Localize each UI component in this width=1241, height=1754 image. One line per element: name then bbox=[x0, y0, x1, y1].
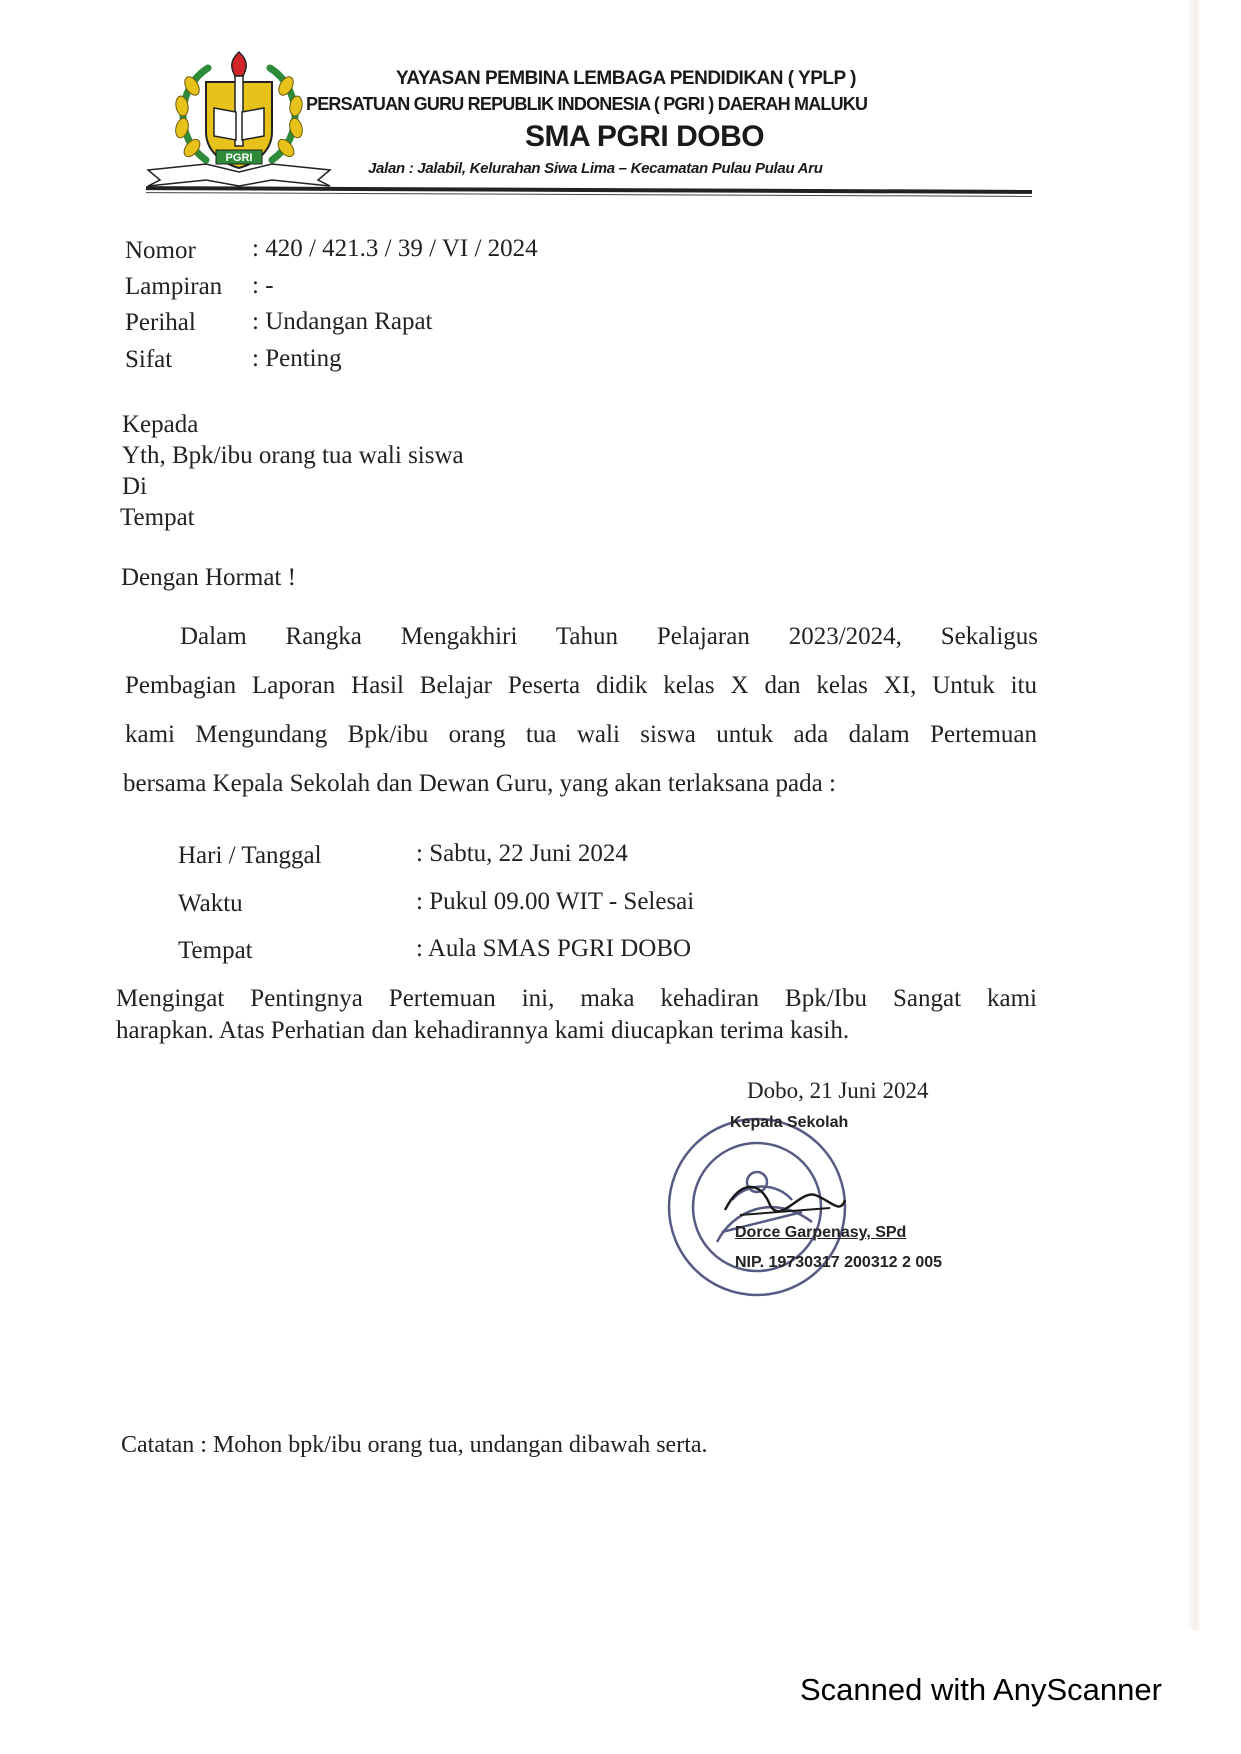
meta-label-lampiran: Lampiran bbox=[125, 273, 223, 300]
meta-value-nomor: : 420 / 421.3 / 39 / VI / 2024 bbox=[252, 235, 538, 262]
event-label-time: Waktu bbox=[178, 890, 243, 917]
event-label-date: Hari / Tanggal bbox=[178, 842, 322, 869]
signature-nip: NIP. 19730317 200312 2 005 bbox=[735, 1254, 943, 1271]
meta-label-sifat: Sifat bbox=[125, 346, 173, 373]
event-value-date: : Sabtu, 22 Juni 2024 bbox=[416, 840, 628, 867]
closing-line2: harapkan. Atas Perhatian dan kehadirannya kami diucapkan terima kasih. bbox=[116, 1017, 850, 1044]
meta-label-perihal: Perihal bbox=[125, 309, 196, 336]
signature-place-date: Dobo, 21 Juni 2024 bbox=[747, 1078, 929, 1103]
greeting: Dengan Hormat ! bbox=[121, 564, 296, 591]
recipient-line3: Di bbox=[122, 473, 147, 500]
signature-name: Dorce Garpenasy, SPd bbox=[735, 1224, 907, 1241]
event-value-time: : Pukul 09.00 WIT - Selesai bbox=[416, 888, 695, 915]
logo-text: PGRI bbox=[225, 152, 253, 164]
note: Catatan : Mohon bpk/ibu orang tua, undangan dibawah serta. bbox=[121, 1432, 708, 1458]
body-line3: kami Mengundang Bpk/ibu orang tua wali siswa untuk ada dalam Pertemuan bbox=[125, 721, 1037, 748]
meta-value-lampiran: : - bbox=[252, 272, 274, 299]
signature-title: Kepala Sekolah bbox=[730, 1114, 849, 1131]
letterhead-address: Jalan : Jalabil, Kelurahan Siwa Lima – Kecamatan Pulau Pulau Aru bbox=[368, 160, 823, 177]
recipient-line4: Tempat bbox=[120, 504, 195, 531]
event-label-place: Tempat bbox=[178, 937, 253, 964]
recipient-line1: Kepada bbox=[122, 411, 199, 438]
signature-scribble bbox=[720, 1170, 850, 1230]
letterhead-school: SMA PGRI DOBO bbox=[525, 120, 765, 153]
pgri-logo-icon bbox=[146, 48, 332, 188]
scanner-watermark: Scanned with AnyScanner bbox=[800, 1672, 1162, 1707]
meta-label-nomor: Nomor bbox=[125, 237, 196, 264]
body-line2: Pembagian Laporan Hasil Belajar Peserta didik kelas X dan kelas XI, Untuk itu bbox=[125, 672, 1037, 699]
letterhead-line1: YAYASAN PEMBINA LEMBAGA PENDIDIKAN ( YPLP ) bbox=[396, 68, 856, 89]
scan-edge-shadow bbox=[1187, 0, 1201, 1630]
recipient-line2: Yth, Bpk/ibu orang tua wali siswa bbox=[122, 442, 464, 469]
meta-value-sifat: : Penting bbox=[252, 345, 342, 372]
closing-line1: Mengingat Pentingnya Pertemuan ini, maka kehadiran Bpk/Ibu Sangat kami bbox=[116, 985, 1037, 1012]
body-line1: Dalam Rangka Mengakhiri Tahun Pelajaran 2023/2024, Sekaligus bbox=[180, 623, 1038, 650]
letterhead-line2: PERSATUAN GURU REPUBLIK INDONESIA ( PGRI ) DAERAH MALUKU bbox=[306, 94, 868, 114]
event-value-place: : Aula SMAS PGRI DOBO bbox=[416, 935, 692, 962]
body-line4: bersama Kepala Sekolah dan Dewan Guru, yang akan terlaksana pada : bbox=[123, 770, 836, 797]
meta-value-perihal: : Undangan Rapat bbox=[252, 308, 433, 335]
